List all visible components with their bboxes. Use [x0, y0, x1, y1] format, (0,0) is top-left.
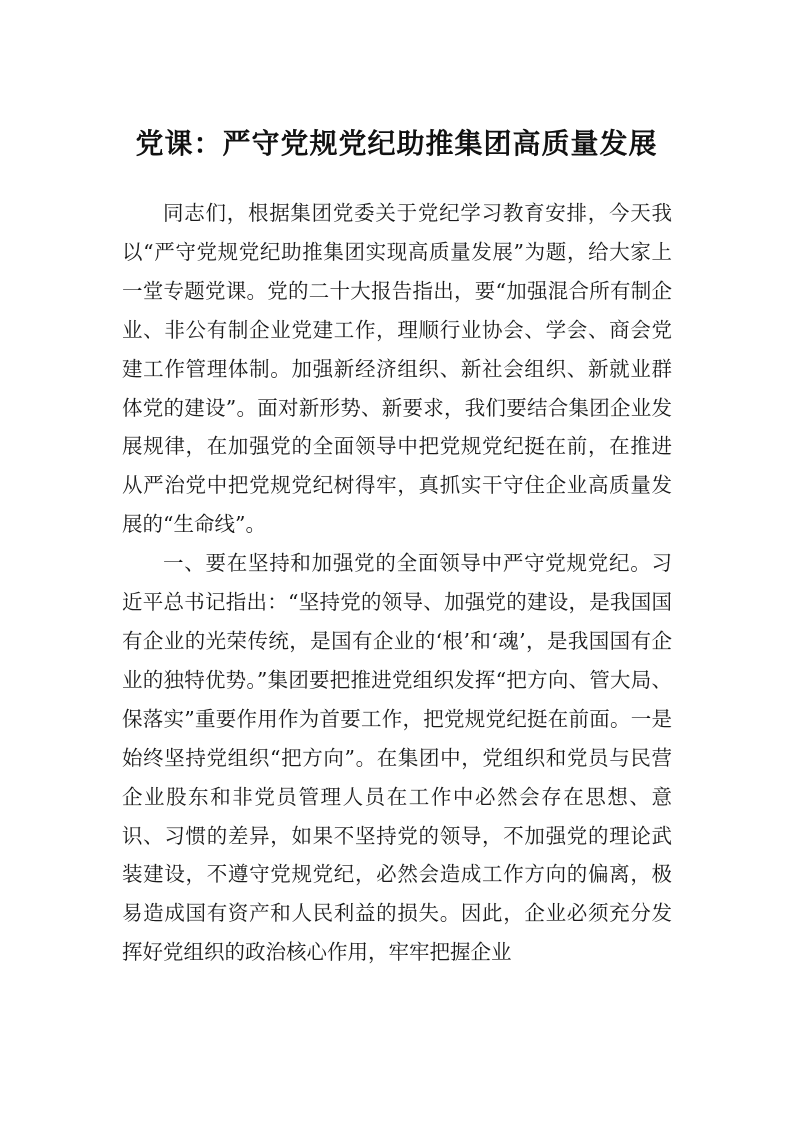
paragraph-intro: 同志们，根据集团党委关于党纪学习教育安排，今天我以“严守党规党纪助推集团实现高质量发展”为题，给大家上一堂专题党课。党的二十大报告指出，要“加强混合所有制企业、非公有制企业党建工作，理顺行业协会、学会、商会党建工作管理体制。加强新经济组织、新社会组织、新就业群体党的建设”。面对新形势、新要求，我们要结合集团企业发展规律，在加强党的全面领导中把党规党纪挺在前，在推进从严治党中把党规党纪树得牢，真抓实干守住企业高质量发展的“生命线”。: [122, 201, 672, 537]
document-body: [122, 194, 672, 972]
document-title: 党课：严守党规党纪助推集团高质量发展: [135, 127, 658, 160]
paragraph-section-one: 一、要在坚持和加强党的全面领导中严守党规党纪。习近平总书记指出：“坚持党的领导、加强党的建设，是我国国有企业的光荣传统，是国有企业的‘根’和‘魂’，是我国国有企业的独特优势。”集团要把推进党组织发挥“把方向、管大局、保落实”重要作用作为首要工作，把党规党纪挺在前面。一是始终坚持党组织“把方向”。在集团中，党组织和党员与民营企业股东和非党员管理人员在工作中必然会存在思想、意识、习惯的差异，如果不坚持党的领导，不加强党的理论武装建设，不遵守党规党纪，必然会造成工作方向的偏离，极易造成国有资产和人民利益的损失。因此，企业必须充分发挥好党组织的政治核心作用，牢牢把握企业: [122, 551, 672, 965]
